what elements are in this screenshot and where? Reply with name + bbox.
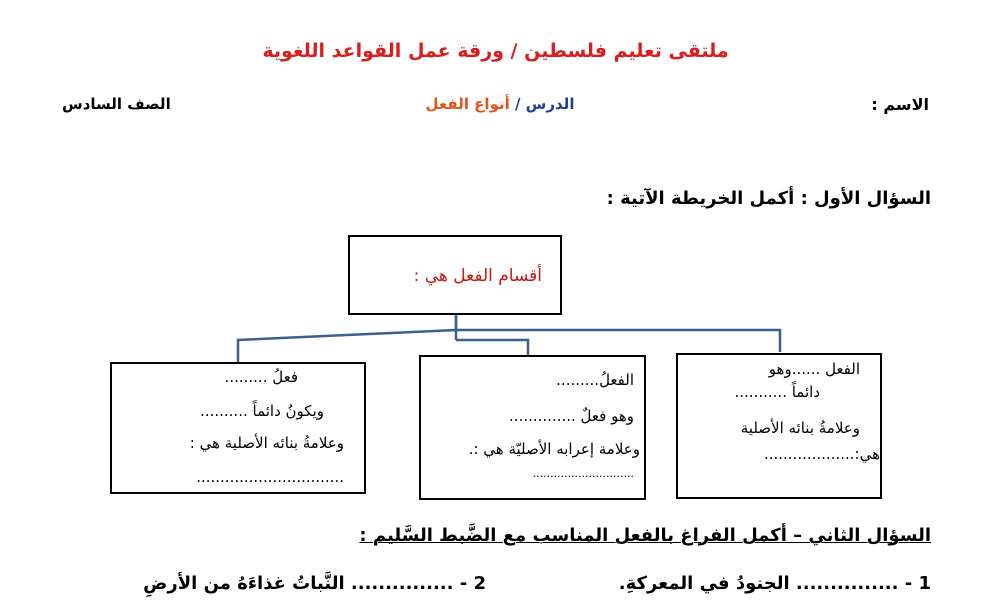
left-box-line4: ............................... (196, 468, 344, 486)
middle-box-line3: وعلامة إعرابه الأصليّة هي :. (468, 440, 640, 458)
exercise-item-1: 1 - ............... الجنودُ في المعركةِ. (618, 573, 931, 594)
root-box (348, 235, 562, 315)
name-label: الاسم : (871, 95, 929, 114)
left-box-line2: ويكونُ دائماً .......... (200, 402, 324, 420)
middle-box-line4: ............................. (532, 467, 634, 480)
question2-prompt (359, 525, 931, 546)
question2-prompt-label: السؤال الثاني – (793, 525, 931, 546)
right-box-line1: الفعل ......وهو (768, 360, 860, 378)
right-box-line2: دائماً ........... (734, 383, 820, 401)
connector-middle (456, 340, 528, 355)
left-box-line1: فعلُ ......... (224, 368, 298, 386)
middle-box-line2: وهو فعلٌ .............. (509, 407, 634, 425)
right-box-line4: هي:................... (763, 445, 880, 463)
connector-right (456, 315, 780, 352)
grade-label: الصف السادس (62, 95, 171, 113)
worksheet-title: ملتقى تعليم فلسطين / ورقة عمل القواعد اللغوية (262, 40, 729, 62)
question2-prompt-text: أكمل الفراغ بالفعل المناسب مع الضَّبط السَّليم : (359, 525, 794, 546)
left-box-line3: وعلامةُ بنائه الأصلية هي : (189, 434, 344, 452)
exercise-item-2: 2 - ............... النَّباتُ غذاءَهُ من الأرضِ (143, 573, 486, 594)
question1-prompt: السؤال الأول : أكمل الخريطة الآتية : (606, 188, 931, 209)
branch-box-middle (419, 355, 646, 500)
branch-box-right (676, 353, 882, 499)
lesson-label: الدرس / (514, 95, 575, 113)
middle-box-line1: الفعلُ......... (556, 371, 634, 389)
right-box-line3: وعلامةُ بنائه الأصلية (740, 419, 860, 437)
branch-box-left (110, 362, 366, 494)
root-box-label: أقسام الفعل هي : (413, 266, 542, 286)
lesson-value: أنواع الفعل (425, 95, 510, 113)
